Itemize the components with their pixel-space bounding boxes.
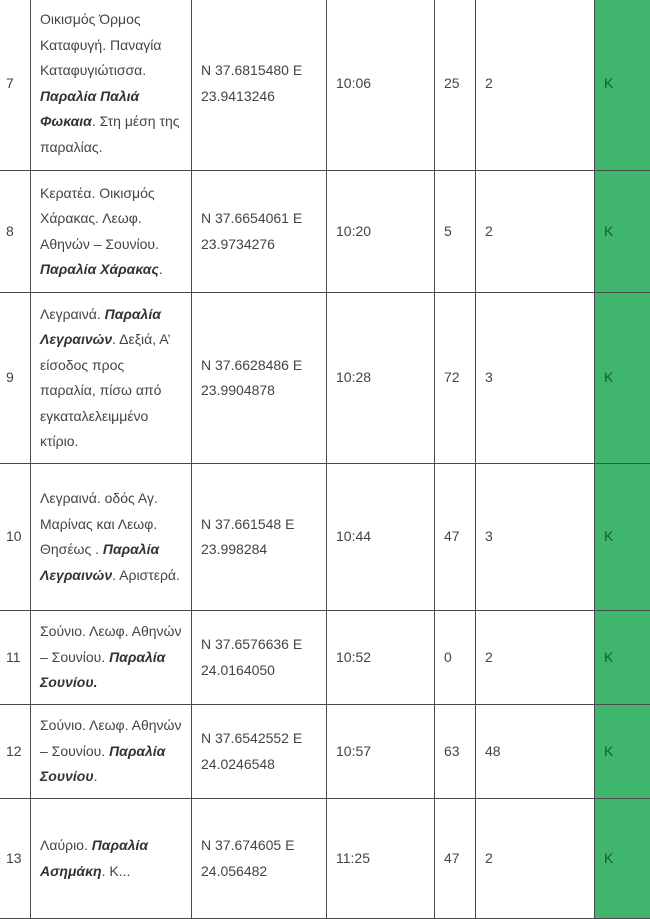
location-description: [31, 0, 192, 171]
measurement-value-2: 3: [476, 464, 595, 611]
coordinate-east: 23.9904878: [201, 378, 317, 404]
location-text: Οικισμός Όρμος Καταφυγή. Παναγία Καταφυγιώτισσα.: [40, 11, 162, 78]
coordinates: [192, 705, 327, 799]
location-description: [31, 293, 192, 464]
measurement-value-2: 2: [476, 171, 595, 293]
coordinates: [192, 293, 327, 464]
beach-name: Παραλία Ασημάκη: [40, 837, 148, 879]
coordinates: [192, 799, 327, 919]
location-text: Λεγραινά.: [40, 306, 105, 322]
sampling-time: 11:25: [327, 799, 435, 919]
row-number: 7: [0, 0, 31, 171]
measurement-value-2: 3: [476, 293, 595, 464]
beach-name: Παραλία Λεγραινών: [40, 541, 159, 583]
beach-name: Παραλία Λεγραινών: [40, 306, 161, 348]
table-row: [0, 705, 650, 799]
measurement-value-1: 47: [435, 799, 476, 919]
beach-name: Παραλία Χάρακας: [40, 261, 159, 277]
location-text: . Αριστερά.: [112, 567, 180, 583]
beach-name: Παραλία Σουνίου.: [40, 649, 165, 691]
row-number: 8: [0, 171, 31, 293]
table-row: [0, 799, 650, 919]
coordinates: [192, 0, 327, 171]
coordinate-east: 23.9734276: [201, 232, 317, 258]
row-number: 10: [0, 464, 31, 611]
measurement-value-1: 47: [435, 464, 476, 611]
sampling-time: 10:57: [327, 705, 435, 799]
measurement-value-1: 0: [435, 611, 476, 705]
location-text: .: [94, 768, 98, 784]
quality-grade-badge: K: [595, 611, 650, 705]
quality-grade-badge: K: [595, 464, 650, 611]
location-text: Λεγραινά. οδός Αγ. Μαρίνας και Λεωφ. Θησέως .: [40, 490, 158, 557]
sampling-time: 10:20: [327, 171, 435, 293]
location-description: [31, 799, 192, 919]
measurement-value-1: 72: [435, 293, 476, 464]
location-description: [31, 705, 192, 799]
location-text: Σούνιο. Λεωφ. Αθηνών – Σουνίου.: [40, 717, 181, 759]
measurement-value-2: 2: [476, 0, 595, 171]
coordinate-east: 24.0164050: [201, 658, 317, 684]
location-text: . Στη μέση της παραλίας.: [40, 113, 180, 155]
measurement-value-2: 2: [476, 611, 595, 705]
sampling-time: 10:06: [327, 0, 435, 171]
coordinate-north: N 37.6654061 E: [201, 206, 317, 232]
quality-grade-badge: K: [595, 171, 650, 293]
quality-grade-badge: K: [595, 293, 650, 464]
coordinates: [192, 464, 327, 611]
table-row: [0, 171, 650, 293]
coordinate-north: N 37.661548 E: [201, 512, 317, 538]
coordinate-east: 24.0246548: [201, 752, 317, 778]
row-number: 12: [0, 705, 31, 799]
table-row: [0, 0, 650, 171]
table-row: [0, 293, 650, 464]
coordinate-north: N 37.6542552 E: [201, 726, 317, 752]
table-row: [0, 611, 650, 705]
coordinate-north: N 37.674605 E: [201, 833, 317, 859]
location-description: [31, 464, 192, 611]
location-description: [31, 171, 192, 293]
location-description: [31, 611, 192, 705]
coordinate-north: N 37.6628486 E: [201, 353, 317, 379]
coordinate-east: 24.056482: [201, 859, 317, 885]
row-number: 11: [0, 611, 31, 705]
row-number: 9: [0, 293, 31, 464]
measurement-value-1: 63: [435, 705, 476, 799]
coordinates: [192, 171, 327, 293]
quality-grade-badge: K: [595, 799, 650, 919]
row-number: 13: [0, 799, 31, 919]
sampling-time: 10:52: [327, 611, 435, 705]
location-text: . Δεξιά, Α’ είσοδος προς παραλία, πίσω από εγκαταλελειμμένο κτίριο.: [40, 331, 170, 449]
quality-grade-badge: K: [595, 0, 650, 171]
location-text: Σούνιο. Λεωφ. Αθηνών – Σουνίου.: [40, 623, 181, 665]
measurement-value-1: 25: [435, 0, 476, 171]
location-text: .: [159, 261, 163, 277]
sampling-time: 10:28: [327, 293, 435, 464]
beach-name: Παραλία Σουνίου: [40, 743, 165, 785]
sampling-time: 10:44: [327, 464, 435, 611]
measurement-value-1: 5: [435, 171, 476, 293]
coordinate-north: N 37.6576636 E: [201, 632, 317, 658]
location-text: Λαύριο.: [40, 837, 92, 853]
beach-name: Παραλία Παλιά Φωκαια: [40, 88, 139, 130]
coordinate-east: 23.998284: [201, 537, 317, 563]
measurement-value-2: 48: [476, 705, 595, 799]
table-row: [0, 464, 650, 611]
coordinate-east: 23.9413246: [201, 84, 317, 110]
coordinates: [192, 611, 327, 705]
quality-grade-badge: K: [595, 705, 650, 799]
location-text: . Κ...: [102, 863, 131, 879]
coordinate-north: N 37.6815480 E: [201, 58, 317, 84]
location-text: Κερατέα. Οικισμός Χάρακας. Λεωφ. Αθηνών – Σουνίου.: [40, 185, 159, 252]
measurement-value-2: 2: [476, 799, 595, 919]
